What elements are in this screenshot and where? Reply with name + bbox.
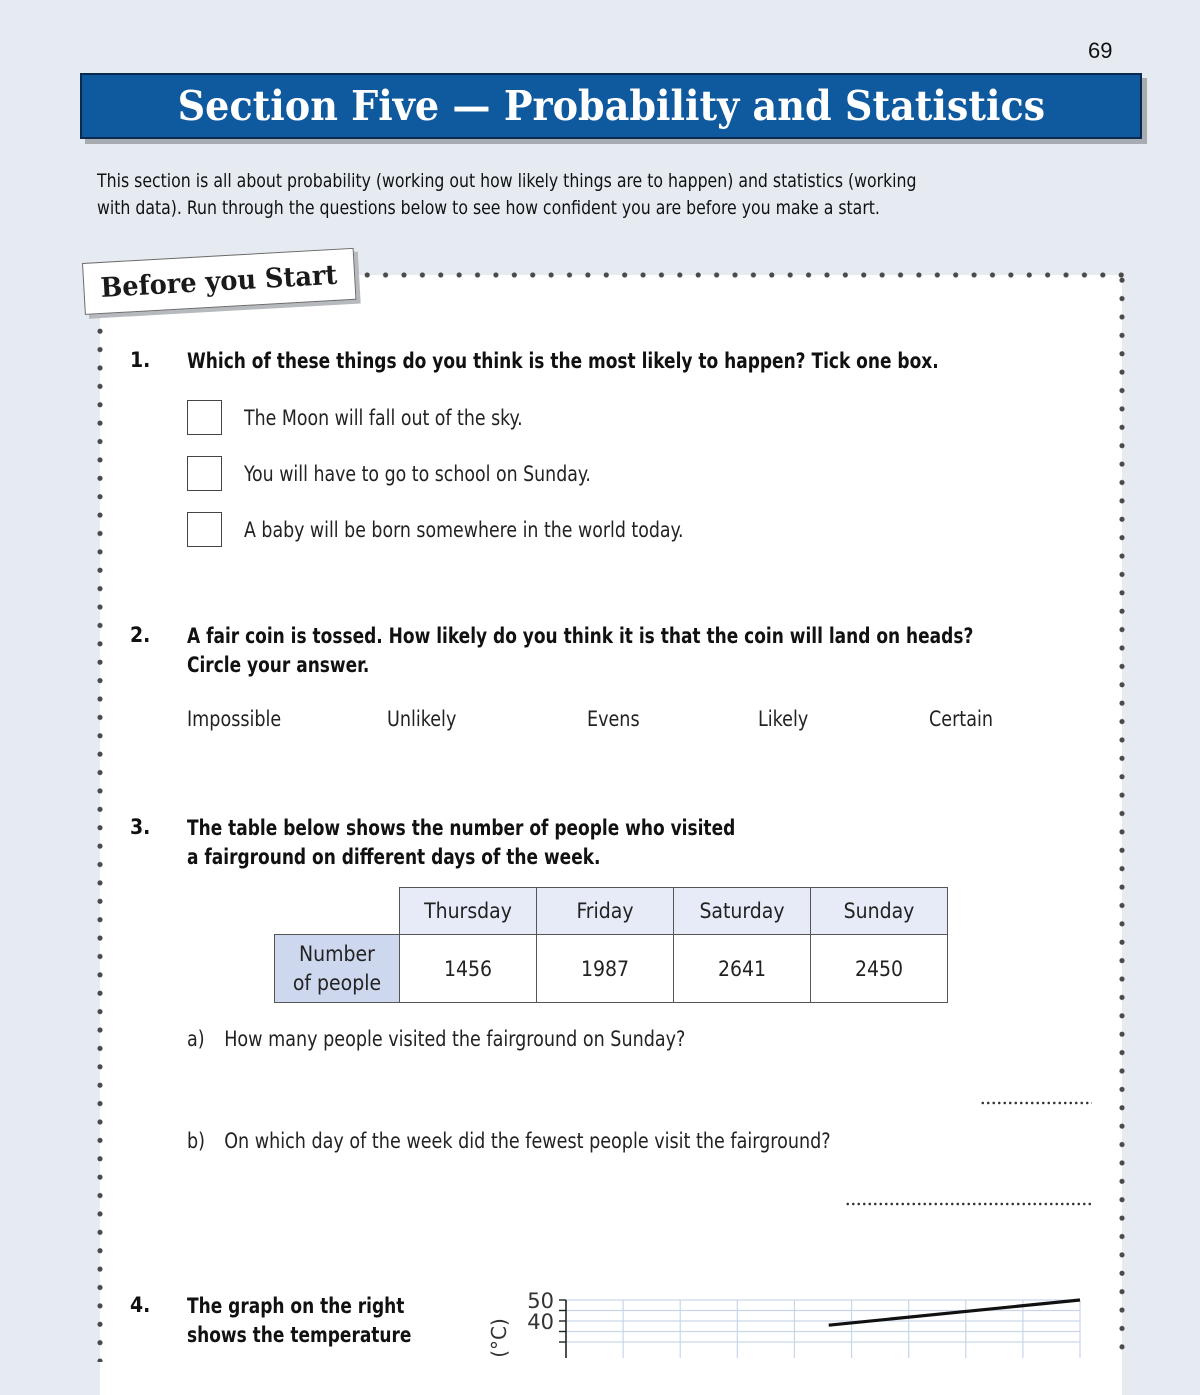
column-header: Sunday xyxy=(811,888,948,935)
question-3-line: a fairground on different days of the week. xyxy=(187,845,601,869)
question-2-line: Circle your answer. xyxy=(187,653,370,677)
choice-unlikely[interactable]: Unlikely xyxy=(387,707,457,731)
table-cell: 2641 xyxy=(674,935,811,1003)
fairground-table xyxy=(274,887,948,1003)
answer-field-3b[interactable] xyxy=(845,1202,1092,1206)
question-4-text xyxy=(187,1292,411,1350)
part-letter: a) xyxy=(187,1027,205,1051)
question-4-line: shows the temperature xyxy=(187,1323,412,1347)
question-2-text xyxy=(187,622,973,680)
question-1-text: Which of these things do you think is the most likely to happen? Tick one box. xyxy=(187,349,939,373)
choice-certain[interactable]: Certain xyxy=(929,707,993,731)
question-3-text xyxy=(187,814,735,872)
question-3b xyxy=(187,1129,831,1153)
column-header: Friday xyxy=(537,888,674,935)
table-cell: 1456 xyxy=(400,935,537,1003)
checkbox[interactable] xyxy=(187,512,222,547)
temperature-graph xyxy=(480,1280,1100,1358)
question-3a xyxy=(187,1027,685,1051)
question-3-line: The table below shows the number of people who visited xyxy=(187,816,736,840)
table-row xyxy=(275,935,948,1003)
question-4-number: 4. xyxy=(130,1293,151,1317)
table-corner xyxy=(275,888,400,935)
question-2-line: A fair coin is tossed. How likely do you think it is that the coin will land on heads? xyxy=(187,624,974,648)
checkbox[interactable] xyxy=(187,400,222,435)
answer-field-3a[interactable] xyxy=(980,1101,1092,1105)
column-header: Saturday xyxy=(674,888,811,935)
table-cell: 1987 xyxy=(537,935,674,1003)
part-letter: b) xyxy=(187,1129,206,1153)
dotted-border-top xyxy=(358,271,1128,279)
question-3-number: 3. xyxy=(130,815,151,839)
y-tick-label: 40 xyxy=(527,1310,554,1334)
table-header-row xyxy=(275,888,948,935)
page-number: 69 xyxy=(1088,38,1113,63)
choice-impossible[interactable]: Impossible xyxy=(187,707,282,731)
question-1-option[interactable] xyxy=(187,400,547,435)
section-title-banner xyxy=(80,73,1142,139)
question-1-option[interactable] xyxy=(187,456,621,491)
dotted-border-left xyxy=(96,322,104,1362)
row-header-line: Number xyxy=(299,941,375,966)
row-header xyxy=(275,935,400,1003)
y-tick-label: 50 xyxy=(527,1289,554,1313)
choice-likely[interactable]: Likely xyxy=(758,707,809,731)
part-text: On which day of the week did the fewest people visit the fairground? xyxy=(224,1129,831,1153)
question-2-number: 2. xyxy=(130,623,151,647)
before-you-start-label: Before you Start xyxy=(100,259,339,304)
row-header-line: of people xyxy=(292,970,382,995)
option-label: The Moon will fall out of the sky. xyxy=(244,405,523,430)
question-4-line: The graph on the right xyxy=(187,1294,405,1318)
table-cell: 2450 xyxy=(811,935,948,1003)
column-header: Thursday xyxy=(400,888,537,935)
choice-evens[interactable]: Evens xyxy=(587,707,640,731)
y-axis-label: (°C) xyxy=(487,1318,511,1358)
question-1-number: 1. xyxy=(130,348,151,372)
y-axis xyxy=(527,1289,566,1358)
intro-line: This section is all about probability (working out how likely things are to happen) and statistics (working xyxy=(97,170,917,192)
option-label: You will have to go to school on Sunday. xyxy=(244,461,591,486)
checkbox[interactable] xyxy=(187,456,222,491)
intro-line: with data). Run through the questions below to see how confident you are before you make a start. xyxy=(97,197,880,219)
part-text: How many people visited the fairground on Sunday? xyxy=(224,1027,686,1051)
section-title: Section Five — Probability and Statistics xyxy=(177,82,1045,130)
question-1-option[interactable] xyxy=(187,512,722,547)
dotted-border-right xyxy=(1118,271,1126,1361)
option-label: A baby will be born somewhere in the world today. xyxy=(244,517,684,542)
intro-paragraph xyxy=(97,168,1109,222)
